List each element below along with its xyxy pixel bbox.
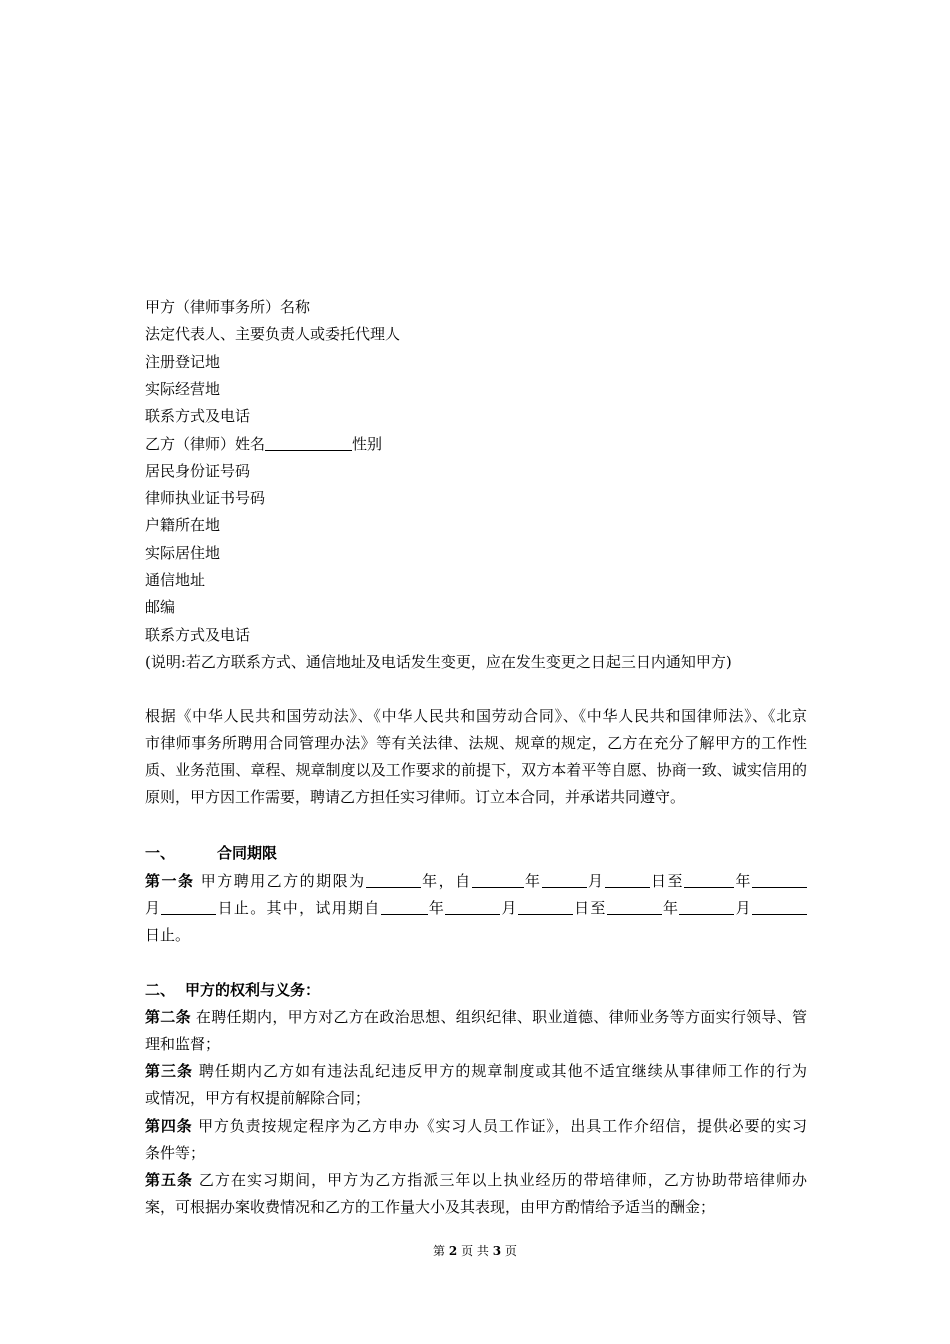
article-1-line-3: 日止。: [145, 926, 191, 944]
article-4-text: 甲方负责按规定程序为乙方申办《实习人员工作证》，出具工作介绍信，提供必要的实习: [198, 1117, 807, 1135]
probation-end-year-blank: [607, 899, 662, 915]
article-1-text: 甲方聘用乙方的期限为: [200, 872, 366, 890]
probation-start-year-blank: [381, 899, 428, 915]
preamble-line-3: 质、业务范围、章程、规章制度以及工作要求的前提下，双方本着平等自愿、协商一致、诚实信用的: [145, 761, 807, 779]
article-4: [145, 1113, 807, 1167]
probation-end-month-blank: [679, 899, 734, 915]
article-2-text: 在聘任期内，甲方对乙方在政治思想、组织纪律、职业道德、律师业务等方面实行领导、管: [195, 1008, 807, 1026]
change-note: (说明:若乙方联系方式、通信地址及电话发生变更，应在发生变更之日起三日内通知甲方): [145, 653, 732, 671]
article-1-label: 第一条: [145, 872, 195, 890]
preamble-paragraph: [145, 703, 807, 811]
month-unit: 月: [145, 899, 162, 917]
start-day-blank: [605, 872, 650, 888]
from-text: ，自: [438, 872, 472, 890]
article-2: [145, 1004, 807, 1058]
probation-start-day-blank: [518, 899, 573, 915]
year-unit: 年: [420, 872, 439, 890]
start-month-blank: [542, 872, 587, 888]
article-4-line-2: 条件等；: [145, 1144, 206, 1162]
residence-line: 实际居住地: [145, 544, 221, 562]
preamble-line-1: 根据《中华人民共和国劳动法》、《中华人民共和国劳动合同》、《中华人民共和国律师法》、《北京: [145, 707, 807, 725]
probation-text: 日止。其中，试用期自: [216, 899, 381, 917]
end-month-blank-a: [752, 872, 807, 888]
end-day-blank: [161, 899, 216, 915]
section-2-title: 甲方的权利与义务：: [185, 981, 321, 999]
total-pages-number: 3: [492, 1244, 502, 1258]
probation-end-day-blank: [752, 899, 807, 915]
article-1: [145, 868, 807, 949]
preamble-line-4: 原则，甲方因工作需要，聘请乙方担任实习律师。订立本合同，并承诺共同遵守。: [145, 788, 686, 806]
section-1-heading: [145, 843, 277, 863]
article-3-line-2: 或情况，甲方有权提前解除合同；: [145, 1089, 371, 1107]
article-3-label: 第三条: [145, 1062, 194, 1080]
legal-rep-line: 法定代表人、主要负责人或委托代理人: [145, 325, 401, 343]
party-b-name-label: 乙方（律师）姓名: [145, 435, 266, 453]
article-5-label: 第五条: [145, 1171, 194, 1189]
probation-start-month-blank: [445, 899, 500, 915]
article-5-line-1: [145, 1167, 807, 1194]
footer-prefix: 第: [433, 1244, 446, 1258]
page-footer: [0, 1242, 950, 1259]
section-1-number: 一、: [145, 844, 176, 862]
section-2-number: 二、: [145, 981, 176, 999]
article-3: [145, 1058, 807, 1112]
year-unit: 年: [734, 872, 752, 890]
biz-place-line: 实际经营地: [145, 380, 221, 398]
day-to-text: 日至: [572, 899, 607, 917]
gender-label: 性别: [352, 435, 383, 453]
day-to-text: 日至: [649, 872, 684, 890]
contact-b-line: 联系方式及电话: [145, 626, 251, 644]
year-unit: 年: [427, 899, 446, 917]
article-5-text: 乙方在实习期间，甲方为乙方指派三年以上执业经历的带培律师，乙方协助带培律师办: [198, 1171, 807, 1189]
article-3-text: 聘任期内乙方如有违法乱纪违反甲方的规章制度或其他不适宜继续从事律师工作的行为: [198, 1062, 807, 1080]
month-unit: 月: [586, 872, 605, 890]
footer-suffix: 页: [504, 1244, 517, 1258]
month-unit: 月: [500, 899, 518, 917]
month-unit: 月: [734, 899, 752, 917]
party-a-name-line: 甲方（律师事务所）名称: [145, 298, 311, 316]
license-no-line: 律师执业证书号码: [145, 489, 266, 507]
current-page-number: 2: [448, 1244, 458, 1258]
postcode-line: 邮编: [145, 598, 176, 616]
reg-place-line: 注册登记地: [145, 353, 221, 371]
article-4-line-1: [145, 1113, 807, 1140]
article-2-line-1: [145, 1004, 807, 1031]
section-1-title: 合同期限: [217, 844, 278, 862]
article-1-line-1: [145, 868, 807, 895]
start-year-blank: [472, 872, 524, 888]
article-5-line-2: 案，可根据办案收费情况和乙方的工作量大小及其表现，由甲方酌情给予适当的酬金；: [145, 1198, 716, 1216]
contact-a-line: 联系方式及电话: [145, 407, 251, 425]
article-2-line-2: 理和监督；: [145, 1035, 221, 1053]
article-3-line-1: [145, 1058, 807, 1085]
section-2-heading: [145, 980, 320, 1000]
footer-middle: 页 共: [461, 1244, 489, 1258]
mail-addr-line: 通信地址: [145, 571, 206, 589]
name-blank: [265, 435, 352, 451]
party-b-name-line: [145, 434, 382, 454]
end-year-blank: [684, 872, 734, 888]
article-2-label: 第二条: [145, 1008, 191, 1026]
year-unit: 年: [661, 899, 680, 917]
preamble-line-2: 市律师事务所聘用合同管理办法》等有关法律、法规、规章的规定，乙方在充分了解甲方的工作性: [145, 734, 807, 752]
household-line: 户籍所在地: [145, 516, 221, 534]
article-4-label: 第四条: [145, 1117, 193, 1135]
article-1-line-2: [145, 895, 807, 922]
years-blank: [366, 872, 421, 888]
article-5: [145, 1167, 807, 1221]
year-unit: 年: [523, 872, 542, 890]
id-no-line: 居民身份证号码: [145, 462, 251, 480]
